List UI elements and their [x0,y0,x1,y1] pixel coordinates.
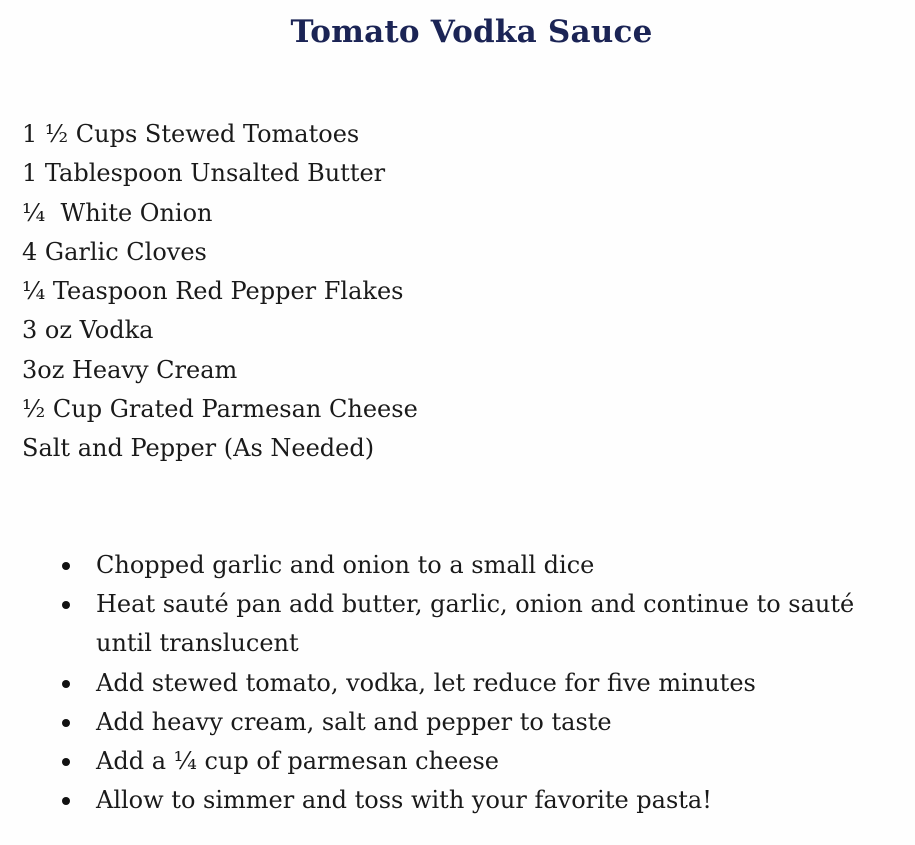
bullet-icon [62,601,70,609]
ingredient-item: ¼ White Onion [22,198,213,227]
instruction-text: Allow to simmer and toss with your favorite pasta! [96,786,712,815]
ingredient-item: 4 Garlic Cloves [22,237,207,266]
ingredient-item: ½ Cup Grated Parmesan Cheese [22,395,418,424]
instruction-item [56,664,906,703]
ingredient-item: Salt and Pepper (As Needed) [22,434,375,463]
instruction-item [56,742,906,781]
ingredient-list [22,115,418,469]
ingredient-item: 1 Tablespoon Unsalted Butter [22,159,386,188]
instruction-text: Add a ¼ cup of parmesan cheese [96,747,500,776]
bullet-icon [62,680,70,688]
instruction-text: Add stewed tomato, vodka, let reduce for five minutes [96,668,756,697]
bullet-icon [62,719,70,727]
instruction-list [56,546,906,820]
ingredient-item: 1 ½ Cups Stewed Tomatoes [22,120,360,148]
bullet-icon [62,797,70,805]
instruction-item [56,781,906,820]
bullet-icon [62,758,70,766]
ingredient-item: ¼ Teaspoon Red Pepper Flakes [22,277,404,306]
instruction-text: Chopped garlic and onion to a small dice [96,551,595,579]
recipe-title: Tomato Vodka Sauce [290,14,653,50]
instruction-text: Heat sauté pan add butter, garlic, onion and continue to sauté until translucent [96,590,855,658]
instruction-item [56,703,906,742]
ingredient-item: 3oz Heavy Cream [22,355,238,384]
bullet-icon [62,562,70,570]
instruction-text: Add heavy cream, salt and pepper to taste [96,707,612,736]
instruction-item [56,546,906,585]
instruction-item [56,585,906,663]
ingredient-item: 3 oz Vodka [22,316,154,345]
